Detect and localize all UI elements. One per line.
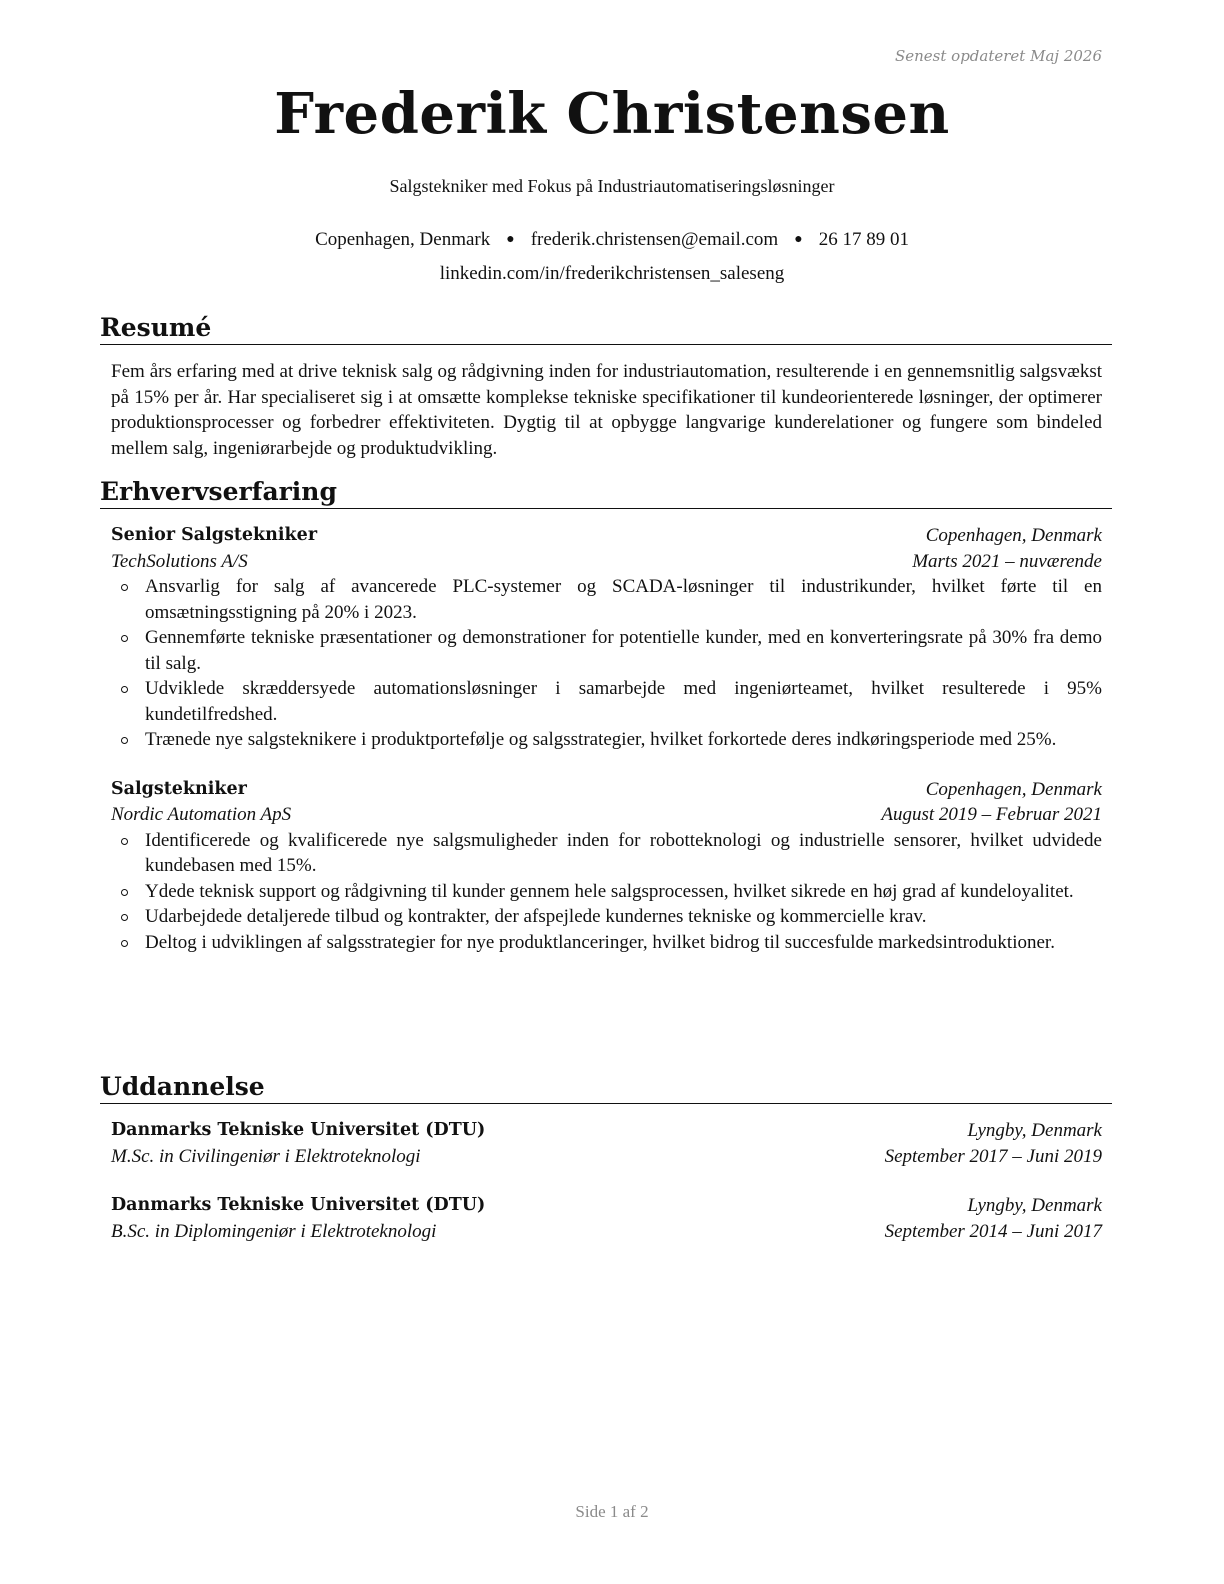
summary-section (100, 313, 1112, 461)
summary-text: Fem års erfaring med at drive teknisk salg og rådgivning inden for industriautomation, resulterende i en gennemsnitlig salgsvækst på 15% per år. Har specialiseret sig i at omsætte komplekse tekniske specifikationer til kundeorienterede løsninger, der optimerer produktionsprocesser og forbedrer effektiviteten. Dygtig til at opbygge langvarige kunderelationer og fungere som bindeled mellem salg, ingeniørarbejde og produktudvikling. (111, 361, 1102, 459)
list-item (111, 574, 1102, 625)
job-dates: August 2019 – Februar 2021 (881, 804, 1102, 825)
candidate-name: Frederik Christensen (274, 81, 950, 147)
circle-bullet-icon (121, 737, 128, 744)
job-entry (100, 777, 1112, 956)
contact-line (0, 229, 1224, 251)
circle-bullet-icon (121, 635, 128, 642)
job-company: TechSolutions A/S (111, 550, 248, 572)
school-location: Lyngby, Denmark (967, 1195, 1102, 1216)
page-number: Side 1 af 2 (575, 1502, 649, 1521)
degree: B.Sc. in Diplomingeniør i Elektroteknologi (111, 1220, 437, 1242)
contact-linkedin-line (0, 263, 1224, 285)
education-dates: September 2017 – Juni 2019 (884, 1145, 1102, 1167)
section-title-summary: Resumé (100, 313, 1112, 345)
job-role: Salgstekniker (111, 778, 247, 799)
list-item (111, 727, 1102, 753)
list-item (111, 676, 1102, 727)
experience-section (100, 477, 1112, 955)
last-updated: Senest opdateret Maj 2026 (894, 47, 1102, 65)
list-item (111, 879, 1102, 905)
list-item (111, 828, 1102, 879)
circle-bullet-icon (121, 584, 128, 591)
section-title-education: Uddannelse (100, 1072, 1112, 1104)
list-item (111, 625, 1102, 676)
school-name: Danmarks Tekniske Universitet (DTU) (111, 1195, 486, 1215)
job-location: Copenhagen, Denmark (925, 525, 1102, 546)
job-company: Nordic Automation ApS (111, 804, 292, 825)
circle-bullet-icon (121, 838, 128, 845)
job-entry (100, 523, 1112, 753)
education-dates: September 2014 – Juni 2017 (884, 1220, 1102, 1242)
tagline: Salgstekniker med Fokus på Industriautomatiseringsløsninger (389, 176, 835, 196)
contact-phone: 26 17 89 01 (818, 229, 909, 250)
contact-linkedin[interactable]: linkedin.com/in/frederikchristensen_saleseng (439, 263, 785, 284)
job-bullets (111, 574, 1102, 753)
circle-bullet-icon (121, 686, 128, 693)
bullet-text: Udarbejdede detaljerede tilbud og kontrakter, der afspejlede kundernes tekniske og kommercielle krav. (145, 906, 927, 927)
bullet-text: Gennemførte tekniske præsentationer og demonstrationer for potentielle kunder, med en konverteringsrate på 30% fra demo til salg. (145, 627, 1102, 674)
degree: M.Sc. in Civilingeniør i Elektroteknologi (111, 1145, 421, 1167)
job-dates: Marts 2021 – nuværende (912, 550, 1102, 572)
circle-bullet-icon (121, 940, 128, 947)
contact-location: Copenhagen, Denmark (315, 229, 491, 250)
contact-email[interactable]: frederik.christensen@email.com (530, 229, 779, 250)
education-entry (100, 1193, 1112, 1244)
education-entry (100, 1118, 1112, 1169)
list-item (111, 904, 1102, 930)
section-title-experience: Erhvervserfaring (100, 477, 1112, 509)
job-role: Senior Salgstekniker (111, 525, 318, 545)
list-item (111, 930, 1102, 956)
bullet-text: Trænede nye salgsteknikere i produktportefølje og salgsstrategier, hvilket forkortede deres indkøringsperiode med 25%. (145, 729, 1057, 750)
education-section (100, 1072, 1112, 1244)
bullet-text: Ansvarlig for salg af avancerede PLC-systemer og SCADA-løsninger til industrikunder, hvilket førte til en omsætningsstigning på 20% i 2023. (145, 576, 1102, 623)
job-location: Copenhagen, Denmark (925, 778, 1102, 800)
separator-dot-icon: ● (506, 232, 515, 247)
bullet-text: Udviklede skræddersyede automationsløsninger i samarbejde med ingeniørteamet, hvilket resulterede i 95% kundetilfredshed. (145, 678, 1102, 725)
job-bullets (111, 828, 1102, 956)
circle-bullet-icon (121, 889, 128, 896)
circle-bullet-icon (121, 914, 128, 921)
bullet-text: Ydede teknisk support og rådgivning til kunder gennem hele salgsprocessen, hvilket sikrede en høj grad af kundeloyalitet. (145, 880, 1074, 902)
bullet-text: Identificerede og kvalificerede nye salgsmuligheder inden for robotteknologi og industrielle sensorer, hvilket udvidede kundebasen med 15%. (145, 829, 1102, 876)
separator-dot-icon: ● (794, 232, 803, 247)
school-name: Danmarks Tekniske Universitet (DTU) (111, 1120, 486, 1140)
school-location: Lyngby, Denmark (967, 1120, 1102, 1141)
bullet-text: Deltog i udviklingen af salgsstrategier for nye produktlanceringer, hvilket bidrog til succesfulde markedsintroduktioner. (145, 931, 1055, 953)
